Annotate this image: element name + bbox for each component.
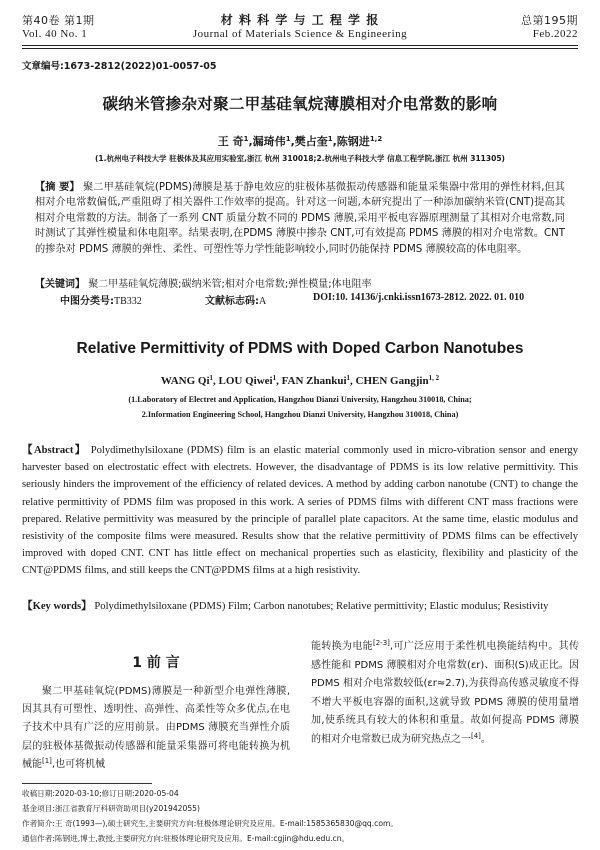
journal-name-en: Journal of Materials Science & Engineering [192, 28, 408, 40]
author-en-3: , FAN Zhankui [276, 375, 347, 387]
authors-en [22, 375, 578, 387]
keywords-cn [35, 275, 565, 290]
keywords-en-label: 【Key words】 [22, 601, 92, 612]
author-cn-1-affil: 1 [243, 135, 249, 143]
author-cn-3-affil: 1 [327, 135, 333, 143]
affiliation-en-1: (1.Laboratory of Electret and Application, Hangzhou Dianzi University, Hangzhou 310018, China; [128, 395, 472, 404]
footnotes [22, 788, 578, 845]
abstract-en-label: 【Abstract】 [22, 445, 87, 456]
authors-cn [22, 133, 578, 149]
author-cn-1: 王 奇 [217, 135, 244, 148]
citation-4: [4] [471, 731, 481, 740]
class-number-value: TB332 [114, 296, 142, 307]
keywords-cn-label: 【关键词】 [35, 279, 85, 290]
affiliations-cn: (1.杭州电子科技大学 驻极体及其应用实验室,浙江 杭州 310018;2.杭州电子科技大学 信息工程学院,浙江 杭州 311305) [95, 154, 505, 163]
class-number [60, 292, 142, 307]
abstract-cn [35, 180, 565, 257]
affiliation-en-2: 2.Information Engineering School, Hangzhou Dianzi University, Hangzhou 310018, China) [141, 410, 459, 419]
intro-right-text-c: 。 [480, 733, 491, 745]
total-issue-cn: 总第195期 [521, 14, 578, 27]
intro-right-text-a: 能转换为电能 [311, 641, 373, 652]
author-en-1: WANG Qi [160, 375, 210, 387]
citation-1: [1] [42, 756, 52, 765]
intro-left-text-end: ,也可将机械 [51, 758, 106, 770]
article-number: 文章编号:1673-2812(2022)01-0057-05 [22, 61, 217, 72]
author-cn-4: ,陈钢进 [332, 135, 370, 148]
title-cn: 碳纳米管掺杂对聚二甲基硅氧烷薄膜相对介电常数的影响 [102, 95, 498, 113]
title-en: Relative Permittivity of PDMS with Doped Carbon Nanotubes [76, 340, 524, 357]
document-code-label: 文献标志码: [205, 296, 259, 307]
citation-2-3: [2-3] [372, 639, 390, 647]
author-en-3-affil: 1 [346, 374, 351, 382]
footnote-corresponding: 通信作者:陈钢进,博士,教授,主要研究方向:驻极体理论研究及应用。E-mail:cgjin@hdu.edu.cn。 [22, 834, 350, 843]
document-code [205, 292, 266, 307]
issue-date-en: Feb.2022 [532, 28, 578, 40]
doi-value: 10. 14136/j.cnki.issn1673-2812. 2022. 01. 010 [335, 292, 525, 303]
abstract-en [22, 442, 578, 580]
abstract-cn-text: 聚二甲基硅氧烷(PDMS)薄膜是基于静电效应的驻极体基微振动传感器和能量采集器中常用的弹性材料,但其相对介电常数偏低,严重阻碍了相关器件工作效率的提高。针对这一问题,本研究提出了一种添加碳纳米管(CNT)提高其相对介电常数的方法。制备了一系列 CNT 质量分数不同的 PDMS 薄膜,采用平板电容器原理测量了其相对介电常数,同时测试了其弹性模量和体电阻率。结果表明,在PDMS 薄膜中掺杂 CNT,可有效提高 PDMS 薄膜的相对介电常数。CNT 的掺杂对 PDMS 薄膜的弹性、柔性、可塑性等力学性能影响较小,同时仍能保持 PDMS 薄膜较高的体电阻率。 [35, 182, 565, 255]
abstract-cn-label: 【摘 要】 [35, 182, 80, 193]
intro-right-column [311, 638, 579, 750]
author-en-4: , CHEN Gangjin [350, 375, 429, 387]
keywords-cn-text: 聚二甲基硅氧烷薄膜;碳纳米管;相对介电常数;弹性模量;体电阻率 [88, 279, 372, 290]
keywords-en-text: Polydimethylsiloxane (PDMS) Film; Carbon nanotubes; Relative permittivity; Elastic modulus; Resistivity [94, 601, 549, 612]
footnote-author: 作者简介:王 奇(1993—),硕士研究生,主要研究方向:驻极体理论研究及应用。E-mail:1585365830@qq.com。 [22, 819, 398, 828]
doi-label: DOI: [313, 292, 336, 303]
volume-issue-en: Vol. 40 No. 1 [22, 28, 88, 40]
keywords-en [22, 598, 578, 615]
class-number-label: 中图分类号: [60, 296, 114, 307]
footnote-rule [22, 783, 152, 784]
author-en-2: , LOU Qiwei [213, 375, 273, 387]
footnote-fund: 基金项目:浙江省教育厅科研资助项目(y201942055) [22, 804, 200, 813]
footnote-received: 收稿日期:2020-03-10;修订日期:2020-05-04 [22, 789, 179, 798]
intro-right-text-b: ,可广泛应用于柔性机电换能结构中。其传感性能和 PDMS 薄膜相对介电常数(εr)、面积(S)成正比。因 PDMS 相对介电常数较低(εr≈2.7),为获得高传感灵敏度不得不增大平板电容器的面积,这就导致 PDMS 薄膜的使用量增加,使系统具有较大的体积和重量。故如何提高 PDMS 薄膜的相对介电常数已成为研究热点之一 [311, 641, 579, 745]
header-rule [22, 45, 578, 46]
intro-left-text: 聚二甲基硅氧烷(PDMS)薄膜是一种新型介电弹性薄膜,因其具有可塑性、透明性、高弹性、高柔性等众多优点,在电子技术中具有广泛的应用前景。由PDMS 薄膜充当弹性介质层的驻极体基微振动传感器和能量采集器可将电能转换为机械能 [22, 686, 290, 770]
section-1-heading: 1 前 言 [132, 655, 180, 671]
author-en-1-affil: 1 [209, 374, 214, 382]
doi [313, 292, 524, 303]
author-cn-3: ,樊占奎 [290, 135, 328, 148]
author-cn-4-affil: 1,2 [369, 135, 383, 143]
journal-name-cn: 材 料 科 学 与 工 程 学 报 [220, 13, 380, 27]
volume-issue-cn: 第40卷 第1期 [22, 14, 95, 27]
header-rule-thin [22, 48, 578, 49]
abstract-en-text: Polydimethylsiloxane (PDMS) film is an elastic material commonly used in micro-vibration sensor and energy harvester based on electrostatic effect with electrets. However, the disadvantage of PDMS is its low relative permittivity. This seriously hinders the improvement of the efficiency of related devices. A method by adding carbon nanotube (CNT) to change the relative permittivity of PDMS film was proposed in this work. A series of PDMS films with different CNT mass fractions were prepared. Relative permittivity was measured by the principle of parallel plate capacitors. At the same time, elastic modulus and resistivity of the composite films were measured. Results show that the relative permittivity of PDMS films can be effectively improved with doped CNT. CNT has little effect on mechanical properties such as elasticity, flexibility and plasticity of the CNT@PDMS films, and still keeps the CNT@PDMS films at a high resistivity. [22, 445, 579, 577]
author-en-2-affil: 1 [272, 374, 277, 382]
author-cn-2-affil: 1 [285, 135, 291, 143]
author-cn-2: ,漏琦伟 [248, 135, 286, 148]
author-en-4-affil: 1, 2 [428, 374, 440, 382]
intro-left-column [22, 683, 290, 774]
document-code-value: A [259, 296, 267, 307]
